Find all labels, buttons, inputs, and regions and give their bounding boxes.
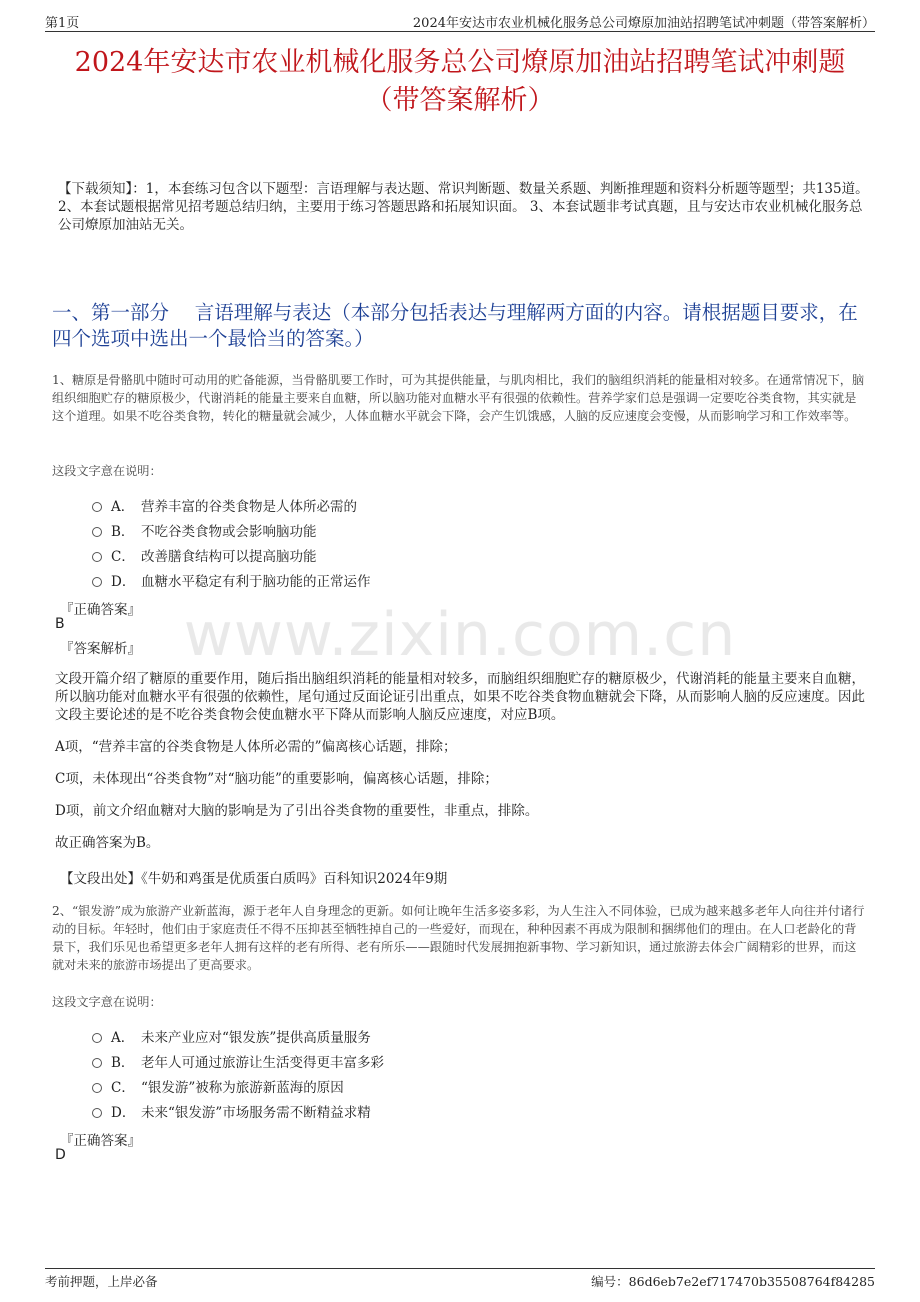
option-letter: C． bbox=[111, 549, 135, 565]
question-1-option-d[interactable] bbox=[92, 570, 371, 590]
radio-icon[interactable] bbox=[92, 1033, 102, 1043]
option-letter: B． bbox=[111, 524, 135, 540]
question-1-analysis-conclusion: 故正确答案为B。 bbox=[55, 835, 160, 851]
header-divider bbox=[45, 31, 875, 32]
watermark: www.zixin.com.cn bbox=[183, 600, 737, 670]
option-letter: D． bbox=[111, 1105, 136, 1121]
page-number: 第1页 bbox=[45, 16, 80, 31]
question-1-answer: B bbox=[55, 616, 65, 632]
question-1-analysis-c: C项，未体现出“谷类食物”对“脑功能”的重要影响，偏离核心话题，排除； bbox=[55, 771, 498, 787]
question-1-option-c[interactable] bbox=[92, 545, 317, 565]
option-text: 不吃谷类食物或会影响脑功能 bbox=[141, 524, 317, 540]
question-2-option-a[interactable] bbox=[92, 1026, 371, 1046]
option-letter: B． bbox=[111, 1055, 135, 1071]
footer-slogan: 考前押题，上岸必备 bbox=[45, 1274, 158, 1289]
question-2-prompt: 这段文字意在说明： bbox=[52, 995, 162, 1009]
option-letter: A． bbox=[111, 1030, 135, 1046]
option-text: 老年人可通过旅游让生活变得更丰富多彩 bbox=[141, 1055, 384, 1071]
document-title: 2024年安达市农业机械化服务总公司燎原加油站招聘笔试冲刺题（带答案解析） bbox=[74, 47, 846, 116]
option-text: 改善膳食结构可以提高脑功能 bbox=[141, 549, 317, 565]
question-1-analysis-main: 文段开篇介绍了糖原的重要作用，随后指出脑组织消耗的能量相对较多，而脑组织细胞贮存的糖原极少，代谢消耗的能量主要来自血糖，所以脑功能对血糖水平有很强的依赖性，尾句通过反面论证引出重点，如果不吃谷类食物血糖就会下降，从而影响人脑的反应速度。因此文段主要论述的是不吃谷类食物会使血糖水平下降从而影响人脑反应速度，对应B项。 bbox=[55, 671, 865, 723]
question-2-text: 2、“银发游”成为旅游产业新蓝海，源于老年人自身理念的更新。如何让晚年生活多姿多彩，为人生注入不同体验，已成为越来越多老年人向往并付诸行动的目标。年轻时，他们由于家庭责任不得不压抑甚至牺牲掉自己的一些爱好，而现在，种种因素不再成为限制和捆绑他们的理由。在人口老龄化的背景下，我们乐见也希望更多老年人拥有这样的老有所得、老有所乐——跟随时代发展拥抱新事物、学习新知识，通过旅游去体会广阔精彩的世界，而这就对未来的旅游市场提出了更高要求。 bbox=[52, 904, 865, 972]
question-2-option-d[interactable] bbox=[92, 1101, 371, 1121]
question-2-option-b[interactable] bbox=[92, 1051, 384, 1071]
question-1-prompt: 这段文字意在说明： bbox=[52, 464, 162, 478]
footer-doc-id: 编号：86d6eb7e2ef717470b35508764f84285 bbox=[591, 1274, 875, 1289]
section-heading: 一、第一部分 言语理解与表达（本部分包括表达与理解两方面的内容。请根据题目要求，在四个选项中选出一个最恰当的答案。） bbox=[52, 301, 858, 350]
question-2-answer-label: 『正确答案』 bbox=[60, 1133, 141, 1149]
radio-icon[interactable] bbox=[92, 1108, 102, 1118]
option-text: 营养丰富的谷类食物是人体所必需的 bbox=[141, 499, 357, 515]
radio-icon[interactable] bbox=[92, 577, 102, 587]
question-2-option-c[interactable] bbox=[92, 1076, 344, 1096]
question-1-analysis-d: D项，前文介绍血糖对大脑的影响是为了引出谷类食物的重要性，非重点，排除。 bbox=[55, 803, 539, 819]
option-letter: A． bbox=[111, 499, 135, 515]
download-notice: 【下载须知】：1，本套练习包含以下题型：言语理解与表达题、常识判断题、数量关系题、判断推理题和资料分析题等题型；共135道。 2、本套试题根据常见招考题总结归纳，主要用于练习答题思路和拓展知识面。 3、本套试题非考试真题，且与安达市农业机械化服务总公司燎原加油站无关。 bbox=[58, 181, 869, 233]
question-1-option-a[interactable] bbox=[92, 495, 357, 515]
option-letter: D． bbox=[111, 574, 136, 590]
option-letter: C． bbox=[111, 1080, 135, 1096]
radio-icon[interactable] bbox=[92, 527, 102, 537]
question-2-answer: D bbox=[55, 1147, 66, 1163]
header-doc-title: 2024年安达市农业机械化服务总公司燎原加油站招聘笔试冲刺题（带答案解析） bbox=[412, 16, 875, 31]
option-text: 血糖水平稳定有利于脑功能的正常运作 bbox=[141, 574, 371, 590]
option-text: 未来产业应对“银发族”提供高质量服务 bbox=[141, 1030, 371, 1046]
question-1-source: 【文段出处】《牛奶和鸡蛋是优质蛋白质吗》百科知识2024年9期 bbox=[60, 871, 448, 887]
footer-divider bbox=[45, 1268, 875, 1269]
question-1-analysis-a: A项，“营养丰富的谷类食物是人体所必需的”偏离核心话题，排除； bbox=[55, 739, 457, 755]
option-text: 未来“银发游”市场服务需不断精益求精 bbox=[141, 1105, 371, 1121]
radio-icon[interactable] bbox=[92, 502, 102, 512]
radio-icon[interactable] bbox=[92, 552, 102, 562]
radio-icon[interactable] bbox=[92, 1083, 102, 1093]
radio-icon[interactable] bbox=[92, 1058, 102, 1068]
question-1-text: 1、糖原是骨骼肌中随时可动用的贮备能源，当骨骼肌要工作时，可为其提供能量，与肌肉相比，我们的脑组织消耗的能量相对较多。在通常情况下，脑组织细胞贮存的糖原极少，代谢消耗的能量主要来自血糖，所以脑功能对血糖水平有很强的依赖性。营养学家们总是强调一定要吃谷类食物，其实就是这个道理。如果不吃谷类食物，转化的糖量就会减少，人体血糖水平就会下降，会产生饥饿感，人脑的反应速度会变慢，从而影响学习和工作效率等。 bbox=[52, 373, 865, 423]
question-1-answer-label: 『正确答案』 bbox=[60, 602, 141, 618]
question-1-option-b[interactable] bbox=[92, 520, 317, 540]
question-1-analysis-label: 『答案解析』 bbox=[60, 641, 141, 657]
option-text: “银发游”被称为旅游新蓝海的原因 bbox=[141, 1080, 344, 1096]
